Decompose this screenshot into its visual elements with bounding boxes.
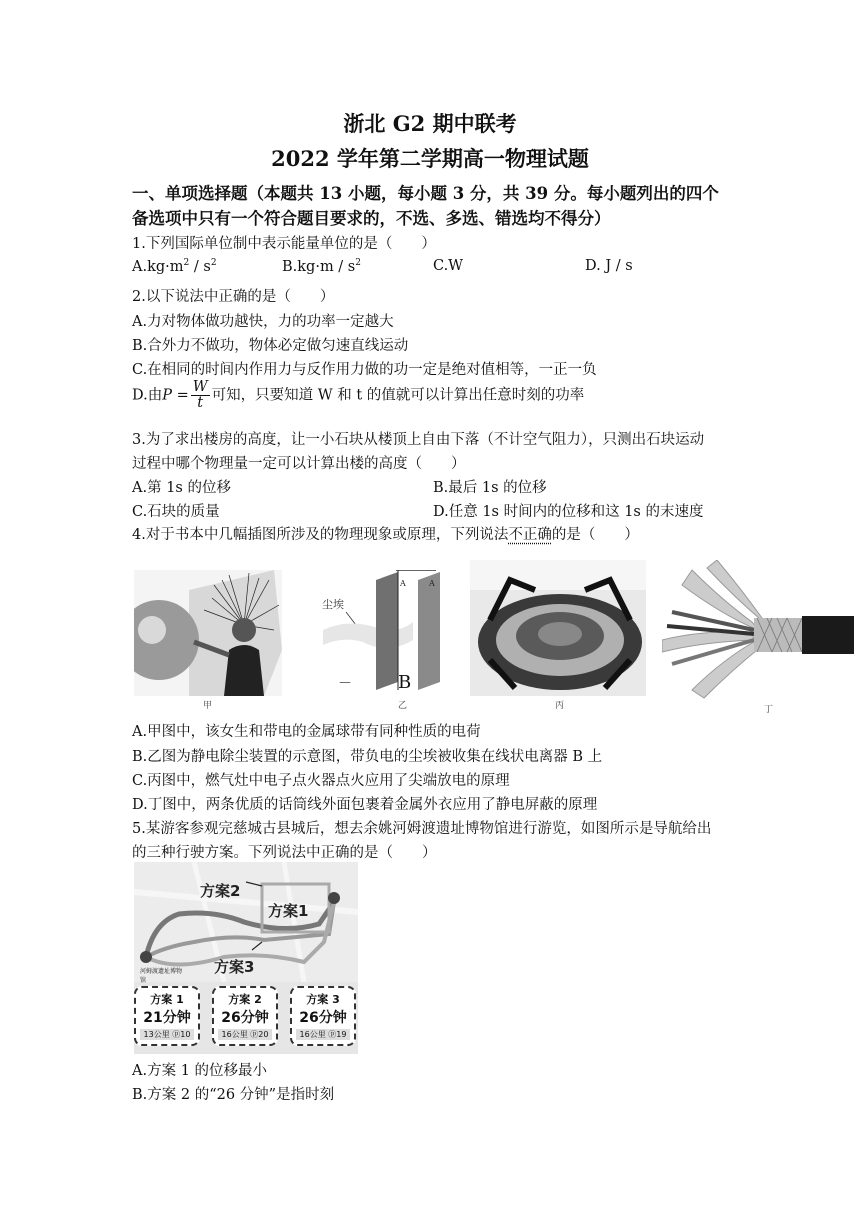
figure-label-yi: 乙 [398, 701, 408, 711]
map-label-plan2: 方案2 [200, 882, 241, 900]
q3-stem-line1: 3.为了求出楼房的高度，让一小石块从楼顶上自由下落（不计空气阻力），只测出石块运动 [132, 432, 705, 448]
navigation-map [134, 862, 358, 1054]
q1-option-b: $B.kg\cdot m / s^2$ [282, 258, 361, 275]
q2-stem: 2.以下说法中正确的是（ ） [132, 289, 335, 305]
figure-label-jia: 甲 [203, 701, 213, 711]
q5-option-a: A.方案 1 的位移最小 [132, 1063, 268, 1079]
q5-option-b: B.方案 2 的“26 分钟”是指时刻 [132, 1087, 335, 1103]
power-fraction: $\frac{W}{t}$ [192, 379, 208, 412]
dust-label: 尘埃 [322, 598, 344, 611]
q2-option-d: D.由P = $\frac{W}{t}$ 可知，只要知道 W 和 t 的值就可以计算出任意时刻的功率 [132, 379, 585, 412]
emphasis-not-correct: 不正确 [508, 527, 552, 543]
map-place-label: 河姆渡遗址博物馆 [140, 968, 183, 984]
plan-card-3: 方案 3 26分钟 16公里 ⓟ19 [290, 986, 356, 1046]
q1-option-d: D. J / s [585, 258, 633, 274]
q5-stem-line1: 5.某游客参观完慈城古县城后，想去余姚河姆渡遗址博物馆进行游览，如图所示是导航给出 [132, 821, 712, 837]
q2-option-b: B.合外力不做功，物体必定做匀速直线运动 [132, 338, 409, 354]
q4-option-b: B.乙图为静电除尘装置的示意图，带负电的尘埃被收集在线状电离器 B 上 [132, 749, 603, 765]
map-label-plan3: 方案3 [214, 958, 255, 976]
q3-option-c: C.石块的质量 [132, 504, 220, 520]
q3-stem-line2: 过程中哪个物理量一定可以计算出楼的高度（ ） [132, 456, 466, 472]
q2-option-c: C.在相同的时间内作用力与反作用力做的功一定是绝对值相等，一正一负 [132, 362, 597, 378]
figure-yi-electrostatic-precipitator [318, 570, 458, 696]
section-heading-line1: 一、单项选择题（本题共 13 小题，每小题 3 分，共 39 分。每小题列出的四个 [132, 184, 719, 203]
plate-a-left: A [400, 579, 406, 588]
q3-option-d: D.任意 1s 时间内的位移和这 1s 的末速度 [433, 504, 704, 520]
figure-label-ding: 丁 [764, 705, 774, 715]
q2-option-a: A.力对物体做功越快，力的功率一定越大 [132, 314, 394, 330]
figure-jia-van-de-graaff [134, 570, 282, 696]
plan-card-2: 方案 2 26分钟 16公里 ⓟ20 [212, 986, 278, 1046]
section-heading-line2: 备选项中只有一个符合题目要求的，不选、多选、错选均不得分） [132, 209, 611, 228]
exam-title: 浙北 G2 期中联考 [343, 111, 517, 136]
q3-option-b: B.最后 1s 的位移 [433, 480, 547, 496]
q4-option-c: C.丙图中，燃气灶中电子点火器点火应用了尖端放电的原理 [132, 773, 510, 789]
plate-a-right: A [429, 579, 435, 588]
q5-stem-line2: 的三种行驶方案。下列说法中正确的是（ ） [132, 845, 437, 861]
q4-option-d: D.丁图中，两条优质的话筒线外面包裹着金属外衣应用了静电屏蔽的原理 [132, 797, 598, 813]
exam-subtitle: 2022 学年第二学期高一物理试题 [271, 146, 589, 171]
q4-option-a: A.甲图中，该女生和带电的金属球带有同种性质的电荷 [132, 724, 481, 740]
figure-bing-gas-stove [470, 560, 646, 696]
q1-option-c: C.W [433, 258, 464, 274]
figure-ding-shielded-cable [662, 560, 854, 700]
figure-label-bing: 丙 [555, 701, 565, 711]
q4-stem: 4.对于书本中几幅插图所涉及的物理现象或原理，下列说法不正确的是（ ） [132, 527, 639, 543]
map-label-plan1: 方案1 [268, 902, 309, 920]
minus-sign: － [338, 676, 352, 692]
plan-card-1: 方案 1 21分钟 13公里 ⓟ10 [134, 986, 200, 1046]
ionizer-b-label: B [398, 672, 412, 693]
q3-option-a: A.第 1s 的位移 [132, 480, 231, 496]
q1-stem: 1.下列国际单位制中表示能量单位的是（ ） [132, 236, 436, 252]
q1-option-a: $A.kg\cdot m^2 / s^2$ [132, 258, 217, 275]
